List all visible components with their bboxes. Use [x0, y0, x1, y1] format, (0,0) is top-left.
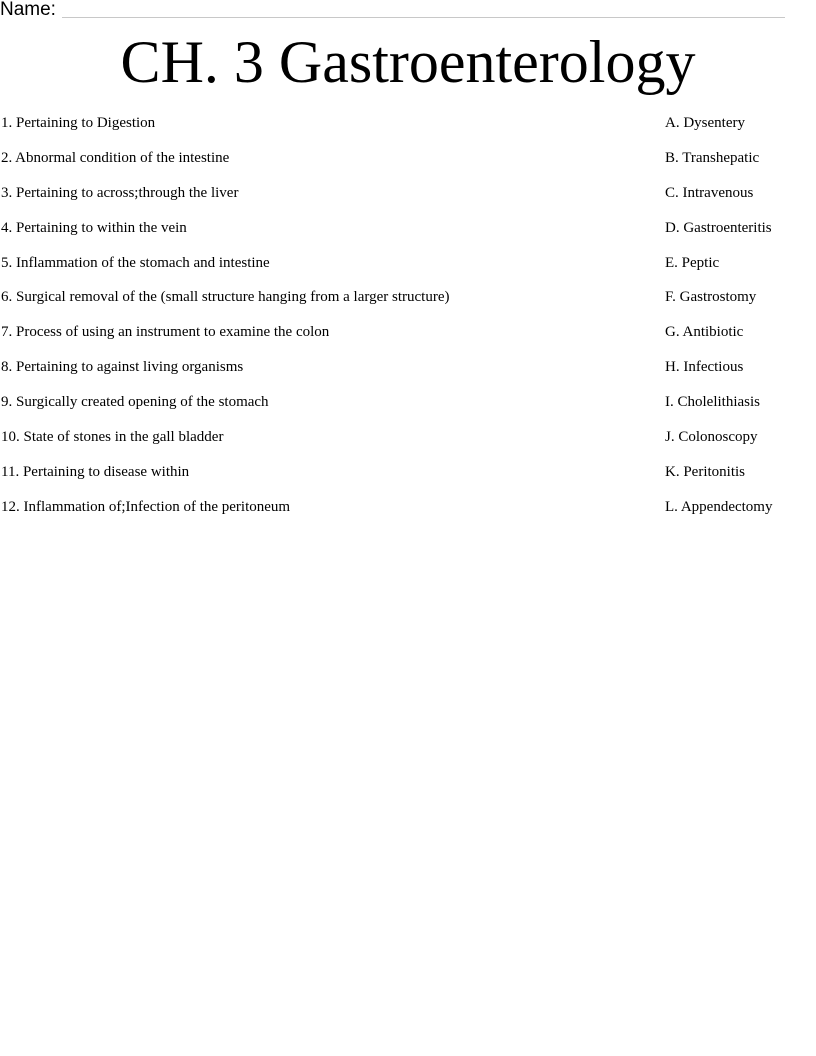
clue-2: 2. Abnormal condition of the intestine [1, 149, 230, 166]
clue-1: 1. Pertaining to Digestion [1, 115, 156, 131]
clue-7: 7. Process of using an instrument to examine the colon [1, 324, 330, 341]
clue-9: 9. Surgically created opening of the stomach [1, 394, 269, 411]
answer-e: E. Peptic [665, 254, 720, 271]
answer-k: K. Peritonitis [665, 463, 746, 480]
matching-row [0, 357, 816, 392]
answer-l: L. Appendectomy [665, 498, 773, 515]
matching-row [0, 218, 816, 253]
answer-f: F. Gastrostomy [665, 289, 757, 306]
matching-row [0, 427, 816, 462]
matching-row [0, 497, 816, 532]
clue-6: 6. Surgical removal of the (small structure hanging from a larger structure) [1, 289, 450, 306]
matching-row [0, 113, 816, 148]
clue-12: 12. Inflammation of;Infection of the peritoneum [1, 498, 291, 515]
clue-4: 4. Pertaining to within the vein [1, 219, 187, 236]
answer-i: I. Cholelithiasis [665, 394, 760, 411]
clue-8: 8. Pertaining to against living organisms [1, 359, 244, 376]
answer-a: A. Dysentery [665, 115, 745, 131]
answer-h: H. Infectious [665, 359, 744, 376]
matching-row [0, 253, 816, 288]
answer-b: B. Transhepatic [665, 149, 760, 166]
matching-row [0, 392, 816, 427]
answer-c: C. Intravenous [665, 184, 754, 201]
answer-g: G. Antibiotic [665, 324, 744, 341]
clue-10: 10. State of stones in the gall bladder [1, 429, 224, 446]
name-label: Name: [0, 0, 56, 20]
worksheet-title: CH. 3 Gastroenterology [120, 29, 696, 95]
name-field [0, 0, 790, 22]
answer-d: D. Gastroenteritis [665, 219, 772, 236]
clue-11: 11. Pertaining to disease within [1, 463, 190, 480]
answer-j: J. Colonoscopy [665, 429, 758, 446]
matching-row [0, 287, 816, 322]
matching-row [0, 322, 816, 357]
name-blank-line [62, 17, 785, 18]
matching-row [0, 462, 816, 497]
matching-row [0, 148, 816, 183]
clue-3: 3. Pertaining to across;through the liver [1, 184, 239, 201]
matching-row [0, 183, 816, 218]
matching-list [0, 113, 816, 532]
clue-5: 5. Inflammation of the stomach and intestine [1, 254, 270, 271]
